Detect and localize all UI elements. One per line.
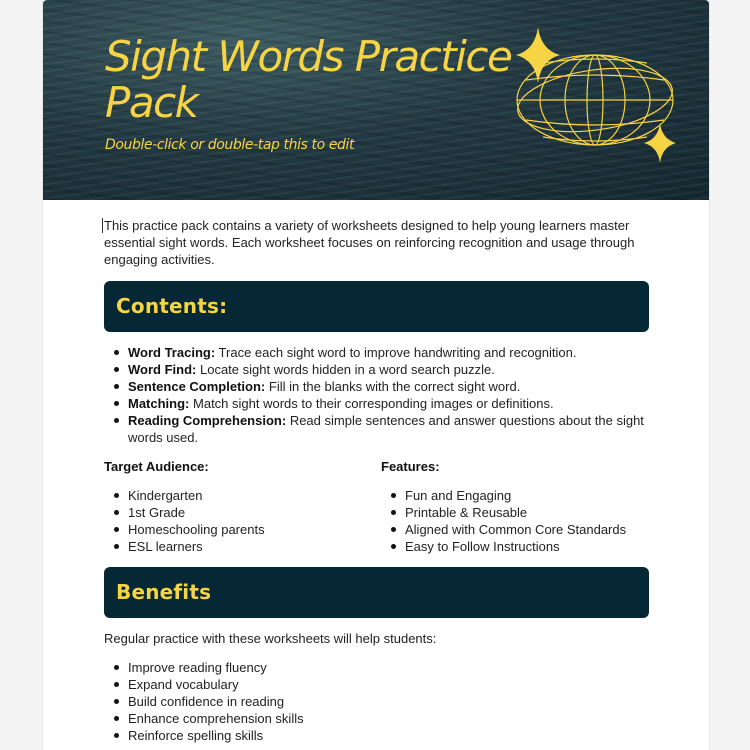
document-page	[42, 0, 710, 750]
benefits-heading-band[interactable]	[104, 567, 649, 618]
contents-heading-band[interactable]	[104, 281, 649, 332]
list-item[interactable]: Easy to Follow Instructions	[381, 538, 661, 555]
list-item-desc: Match sight words to their corresponding images or definitions.	[193, 396, 554, 411]
list-item[interactable]	[104, 361, 664, 378]
list-item[interactable]: Printable & Reusable	[381, 504, 661, 521]
list-item[interactable]: Build confidence in reading	[104, 693, 504, 710]
target-audience-list	[104, 487, 364, 555]
list-item[interactable]: Fun and Engaging	[381, 487, 661, 504]
list-item-term: Reading Comprehension:	[128, 413, 287, 428]
intro-paragraph[interactable]	[104, 217, 664, 268]
hero-subtitle[interactable]: Double-click or double-tap this to edit	[105, 137, 355, 153]
benefits-list	[104, 659, 504, 744]
list-item[interactable]: Aligned with Common Core Standards	[381, 521, 661, 538]
list-item[interactable]: Enhance comprehension skills	[104, 710, 504, 727]
target-audience-heading[interactable]: Target Audience:	[104, 459, 209, 474]
list-item[interactable]: Improve reading fluency	[104, 659, 504, 676]
list-item[interactable]	[104, 344, 664, 361]
hero-title[interactable]: Sight Words Practice Pack	[105, 32, 512, 127]
list-item-desc: Read simple sentences and answer questions about the sight words used.	[128, 413, 644, 445]
benefits-heading: Benefits	[116, 580, 212, 604]
list-item-desc: Locate sight words hidden in a word search puzzle.	[199, 362, 495, 377]
text-cursor	[102, 218, 103, 233]
list-item[interactable]: 1st Grade	[104, 504, 364, 521]
list-item[interactable]	[104, 412, 664, 446]
benefits-intro[interactable]: Regular practice with these worksheets will help students:	[104, 631, 437, 646]
intro-text: This practice pack contains a variety of worksheets designed to help young learners master essential sight words. Each worksheet focuses on reinforcing recognition and usage through engaging activities.	[104, 218, 635, 267]
list-item[interactable]: Homeschooling parents	[104, 521, 364, 538]
features-heading[interactable]: Features:	[381, 459, 440, 474]
list-item-term: Word Find:	[128, 362, 197, 377]
list-item-desc: Fill in the blanks with the correct sight word.	[268, 379, 521, 394]
list-item-term: Word Tracing:	[128, 345, 216, 360]
hero-banner[interactable]	[43, 0, 709, 200]
list-item[interactable]: Kindergarten	[104, 487, 364, 504]
list-item[interactable]: Reinforce spelling skills	[104, 727, 504, 744]
list-item-term: Sentence Completion:	[128, 379, 266, 394]
list-item[interactable]	[104, 378, 664, 395]
list-item-term: Matching:	[128, 396, 190, 411]
features-list	[381, 487, 661, 555]
contents-heading: Contents:	[116, 294, 228, 318]
list-item[interactable]	[104, 395, 664, 412]
list-item[interactable]: Expand vocabulary	[104, 676, 504, 693]
contents-list	[104, 344, 664, 446]
list-item-desc: Trace each sight word to improve handwriting and recognition.	[218, 345, 577, 360]
sparkle-globe-icon	[498, 25, 688, 170]
list-item[interactable]: ESL learners	[104, 538, 364, 555]
